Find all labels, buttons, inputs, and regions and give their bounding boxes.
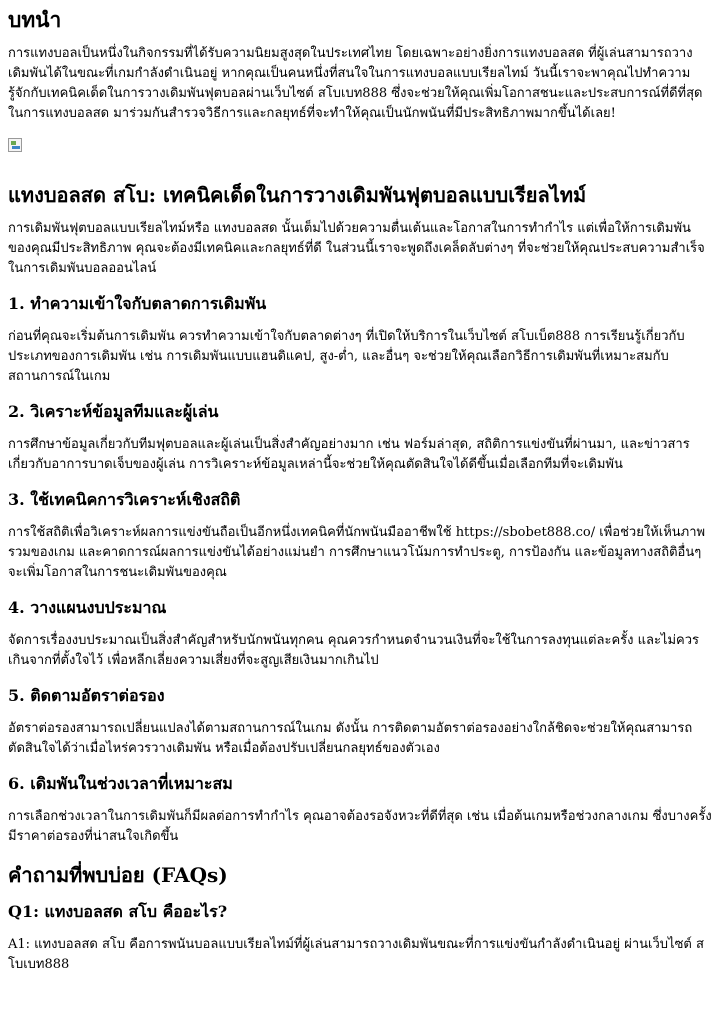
section-3-text-after: เพื่อช่วยให้เห็นภาพรวมของเกม และคาดการณ์ผลการแข่งขันได้อย่างแม่นยำ การศึกษาแนวโน้มการทำประตู, การป้องกัน และข้อมูลทางสถิติอื่นๆ จะเพิ่มโอกาสในการชนะเดิมพันของคุณ [8,525,706,580]
section-5-heading: 5. ติดตามอัตราต่อรอง [8,686,165,705]
section-5-paragraph: อัตราต่อรองสามารถเปลี่ยนแปลงได้ตามสถานการณ์ในเกม ดังนั้น การติดตามอัตราต่อรองอย่างใกล้ชิดจะช่วยให้คุณสามารถตัดสินใจได้ว่าเมื่อไหร่ควรวางเดิมพัน หรือเมื่อต้องปรับเปลี่ยนกลยุทธ์ของตัวเอง [8,721,693,756]
section-6-heading: 6. เดิมพันในช่วงเวลาที่เหมาะสม [8,774,233,793]
section-1-heading: 1. ทำความเข้าใจกับตลาดการเดิมพัน [8,294,267,313]
sbobet-link[interactable]: https://sbobet888.co/ [455,525,596,540]
main-heading: แทงบอลสด สโบ: เทคนิคเด็ดในการวางเดิมพันฟุตบอลแบบเรียลไทม์ [8,183,587,207]
faq-q1-question: Q1: แทงบอลสด สโบ คืออะไร? [8,902,228,921]
faq-q1-answer: A1: แทงบอลสด สโบ คือการพนันบอลแบบเรียลไทม์ที่ผู้เล่นสามารถวางเดิมพันขณะที่การแข่งขันกำลังดำเนินอยู่ ผ่านเว็บไซต์ สโบเบท888 [8,937,704,972]
section-1-paragraph: ก่อนที่คุณจะเริ่มต้นการเดิมพัน ควรทำความเข้าใจกับตลาดต่างๆ ที่เปิดให้บริการในเว็บไซต์ สโบเบ็ต888 การเรียนรู้เกี่ยวกับประเภทของการเดิมพัน เช่น การเดิมพันแบบแฮนดิแคป, สูง-ต่ำ, และอื่นๆ จะช่วยให้คุณเลือกวิธีการเดิมพันที่เหมาะสมกับสถานการณ์ในเกม [8,329,685,384]
section-3-paragraph [8,523,712,583]
intro-heading: บทนำ [8,7,62,32]
faq-heading: คำถามที่พบบ่อย (FAQs) [8,863,228,887]
section-2-paragraph: การศึกษาข้อมูลเกี่ยวกับทีมฟุตบอลและผู้เล่นเป็นสิ่งสำคัญอย่างมาก เช่น ฟอร์มล่าสุด, สถิติการแข่งขันที่ผ่านมา, และข่าวสารเกี่ยวกับอาการบาดเจ็บของผู้เล่น การวิเคราะห์ข้อมูลเหล่านี้จะช่วยให้คุณตัดสินใจได้ดีขึ้นเมื่อเลือกทีมที่จะเดิมพัน [8,437,690,472]
intro-paragraph: การแทงบอลเป็นหนึ่งในกิจกรรมที่ได้รับความนิยมสูงสุดในประเทศไทย โดยเฉพาะอย่างยิ่งการแทงบอลสด ที่ผู้เล่นสามารถวางเดิมพันได้ในขณะที่เกมกำลังดำเนินอยู่ หากคุณเป็นคนหนึ่งที่สนใจในการแทงบอลแบบเรียลไทม์ วันนี้เราจะพาคุณไปทำความรู้จักกับเทคนิคเด็ดในการวางเดิมพันฟุตบอลผ่านเว็บไซต์ สโบเบท888 ซึ่งจะช่วยให้คุณเพิ่มโอกาสชนะและประสบการณ์ที่ดีที่สุดในการแทงบอลสด มาร่วมกันสำรวจวิธีการและกลยุทธ์ที่จะทำให้คุณเป็นนักพนันที่มีประสิทธิภาพมากขึ้นได้เลย! [8,46,703,121]
section-4-heading: 4. วางแผนงบประมาณ [8,598,167,617]
main-paragraph: การเดิมพันฟุตบอลแบบเรียลไทม์หรือ แทงบอลสด นั้นเต็มไปด้วยความตื่นเต้นและโอกาสในการทำกำไร แต่เพื่อให้การเดิมพันของคุณมีประสิทธิภาพ คุณจะต้องมีเทคนิคและกลยุทธ์ที่ดี ในส่วนนี้เราจะพูดถึงเคล็ดลับต่างๆ ที่จะช่วยให้คุณประสบความสำเร็จในการเดิมพันบอลออนไลน์ [8,221,705,276]
section-2-heading: 2. วิเคราะห์ข้อมูลทีมและผู้เล่น [8,402,219,421]
section-4-paragraph: จัดการเรื่องงบประมาณเป็นสิ่งสำคัญสำหรับนักพนันทุกคน คุณควรกำหนดจำนวนเงินที่จะใช้ในการลงทุนแต่ละครั้ง และไม่ควรเกินจากที่ตั้งใจไว้ เพื่อหลีกเลี่ยงความเสี่ยงที่จะสูญเสียเงินมากเกินไป [8,633,700,668]
section-6-paragraph: การเลือกช่วงเวลาในการเดิมพันก็มีผลต่อการทำกำไร คุณอาจต้องรอจังหวะที่ดีที่สุด เช่น เมื่อต้นเกมหรือช่วงกลางเกม ซึ่งบางครั้งมีราคาต่อรองที่น่าสนใจเกิดขึ้น [8,809,712,844]
article-image [8,138,712,175]
section-3-text-before: การใช้สถิติเพื่อวิเคราะห์ผลการแข่งขันถือเป็นอีกหนึ่งเทคนิคที่นักพนันมืออาชีพใช้ [8,525,456,540]
section-3-heading: 3. ใช้เทคนิคการวิเคราะห์เชิงสถิติ [8,490,241,509]
broken-image-icon [8,138,22,152]
